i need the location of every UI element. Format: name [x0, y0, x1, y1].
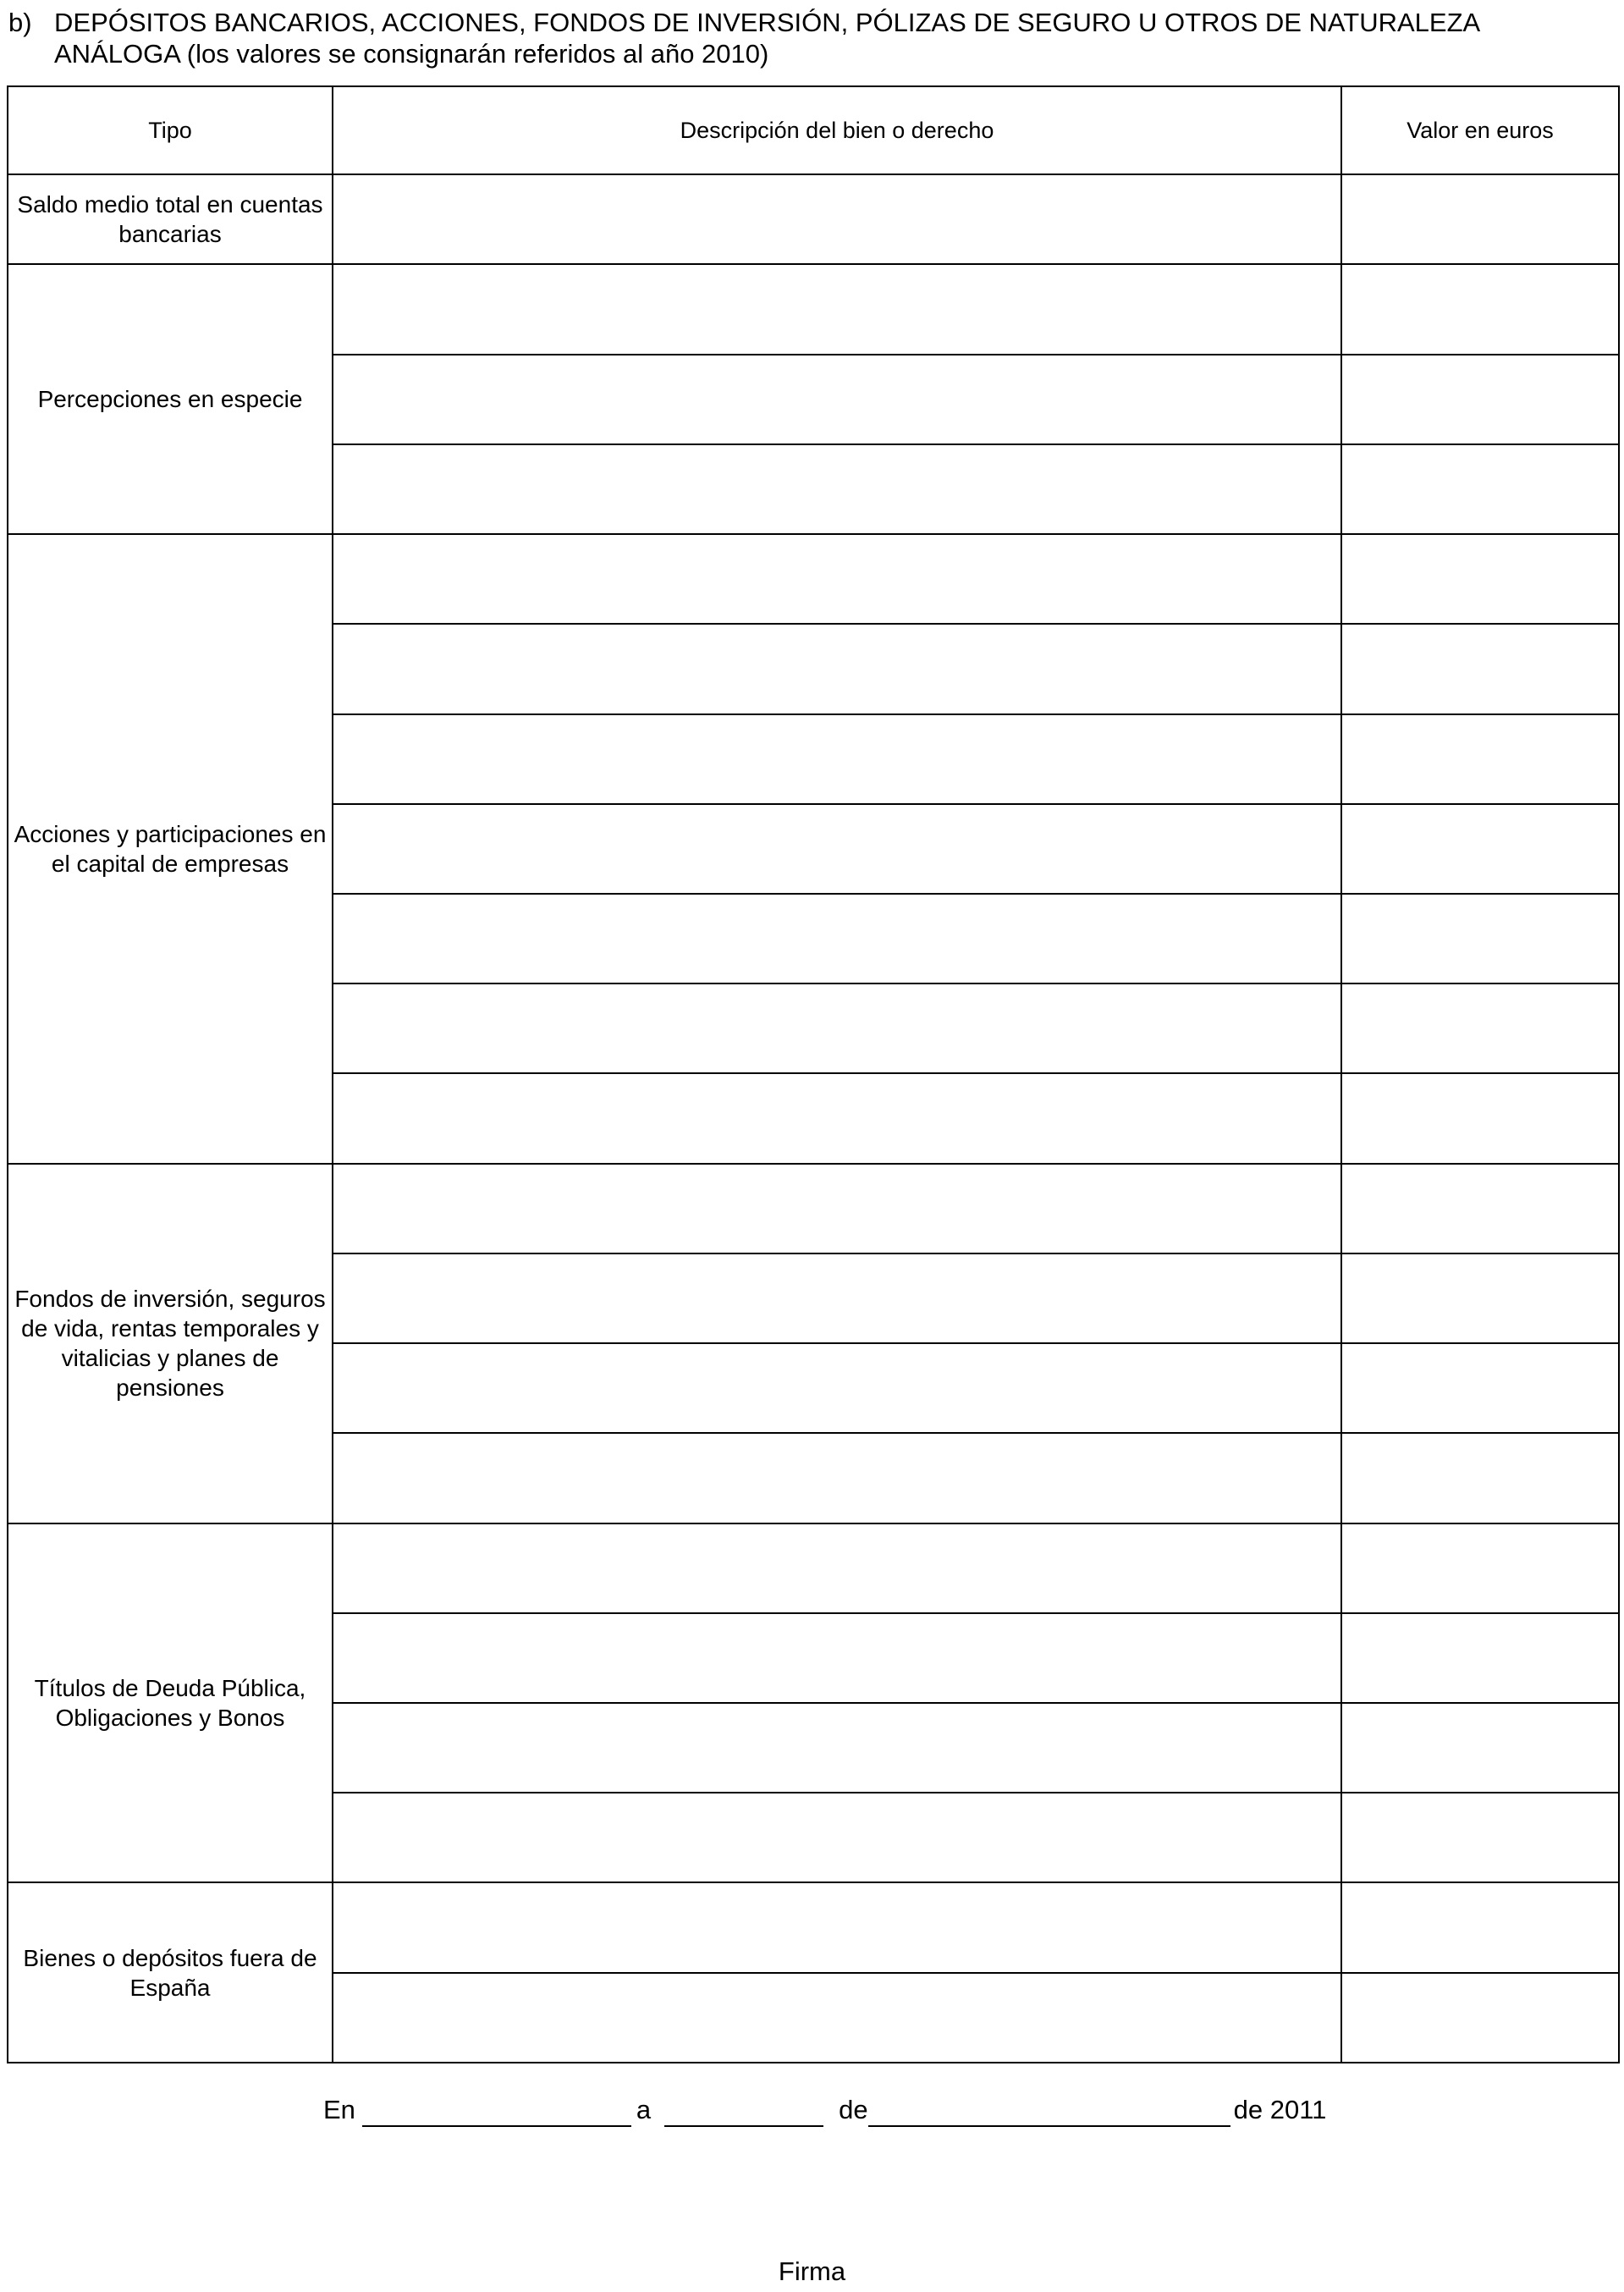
- description-cell[interactable]: [333, 894, 1341, 983]
- description-cell[interactable]: [333, 1973, 1341, 2063]
- value-cell[interactable]: [1341, 1164, 1619, 1253]
- place-blank-field[interactable]: [362, 2098, 631, 2127]
- value-cell[interactable]: [1341, 355, 1619, 444]
- description-cell[interactable]: [333, 1882, 1341, 1972]
- value-cell[interactable]: [1341, 983, 1619, 1073]
- description-cell[interactable]: [333, 714, 1341, 804]
- value-cell[interactable]: [1341, 1882, 1619, 1972]
- table-row: [8, 1523, 1619, 1613]
- table-row: [8, 534, 1619, 624]
- value-cell[interactable]: [1341, 264, 1619, 354]
- value-cell[interactable]: [1341, 624, 1619, 713]
- de-label: de: [839, 2095, 868, 2124]
- description-cell[interactable]: [333, 264, 1341, 354]
- description-cell[interactable]: [333, 983, 1341, 1073]
- header-descripcion: Descripción del bien o derecho: [333, 86, 1341, 174]
- header-tipo: Tipo: [8, 86, 333, 174]
- value-cell[interactable]: [1341, 804, 1619, 894]
- day-blank-field[interactable]: [664, 2098, 823, 2127]
- value-cell[interactable]: [1341, 1793, 1619, 1882]
- description-cell[interactable]: [333, 444, 1341, 534]
- en-label: En: [323, 2095, 355, 2124]
- value-cell[interactable]: [1341, 1073, 1619, 1163]
- description-cell[interactable]: [333, 1164, 1341, 1253]
- value-cell[interactable]: [1341, 894, 1619, 983]
- description-cell[interactable]: [333, 534, 1341, 624]
- description-cell[interactable]: [333, 1343, 1341, 1433]
- value-cell[interactable]: [1341, 1703, 1619, 1793]
- group-label: Fondos de inversión, seguros de vida, rentas temporales y vitalicias y planes de pensiones: [8, 1164, 333, 1523]
- value-cell[interactable]: [1341, 1523, 1619, 1613]
- description-cell[interactable]: [333, 355, 1341, 444]
- description-cell[interactable]: [333, 1523, 1341, 1613]
- table-row: [8, 264, 1619, 354]
- section-title: [54, 7, 1616, 69]
- section-title-line-1: DEPÓSITOS BANCARIOS, ACCIONES, FONDOS DE INVERSIÓN, PÓLIZAS DE SEGURO U OTROS DE NATURALEZA: [54, 8, 1481, 37]
- description-cell[interactable]: [333, 1073, 1341, 1163]
- group-label: Percepciones en especie: [8, 264, 333, 534]
- table-row: [8, 1882, 1619, 1972]
- year-label: de 2011: [1233, 2095, 1327, 2124]
- a-label: a: [636, 2095, 652, 2124]
- value-cell[interactable]: [1341, 714, 1619, 804]
- header-valor: Valor en euros: [1341, 86, 1619, 174]
- section-marker: b): [8, 8, 32, 37]
- group-label: Acciones y participaciones en el capital de empresas: [8, 534, 333, 1164]
- value-cell[interactable]: [1341, 1253, 1619, 1343]
- description-cell[interactable]: [333, 1253, 1341, 1343]
- section-heading: [8, 7, 1616, 69]
- description-cell[interactable]: [333, 174, 1341, 264]
- value-cell[interactable]: [1341, 1343, 1619, 1433]
- table-row: [8, 1164, 1619, 1253]
- section-title-line-2: ANÁLOGA (los valores se consignarán referidos al año 2010): [54, 39, 769, 69]
- value-cell[interactable]: [1341, 534, 1619, 624]
- value-cell[interactable]: [1341, 1973, 1619, 2063]
- value-cell[interactable]: [1341, 1613, 1619, 1703]
- description-cell[interactable]: [333, 1433, 1341, 1523]
- description-cell[interactable]: [333, 1613, 1341, 1703]
- table-row: [8, 174, 1619, 264]
- place-date-line: [323, 2093, 1326, 2127]
- description-cell[interactable]: [333, 804, 1341, 894]
- group-label: Bienes o depósitos fuera de España: [8, 1882, 333, 2063]
- description-cell[interactable]: [333, 624, 1341, 713]
- value-cell[interactable]: [1341, 174, 1619, 264]
- assets-table: [7, 85, 1620, 2063]
- table-header-row: [8, 86, 1619, 174]
- signature-label: Firma: [778, 2256, 846, 2286]
- group-label: Títulos de Deuda Pública, Obligaciones y Bonos: [8, 1523, 333, 1883]
- group-label: Saldo medio total en cuentas bancarias: [8, 174, 333, 264]
- description-cell[interactable]: [333, 1703, 1341, 1793]
- value-cell[interactable]: [1341, 1433, 1619, 1523]
- value-cell[interactable]: [1341, 444, 1619, 534]
- description-cell[interactable]: [333, 1793, 1341, 1882]
- month-blank-field[interactable]: [868, 2098, 1230, 2127]
